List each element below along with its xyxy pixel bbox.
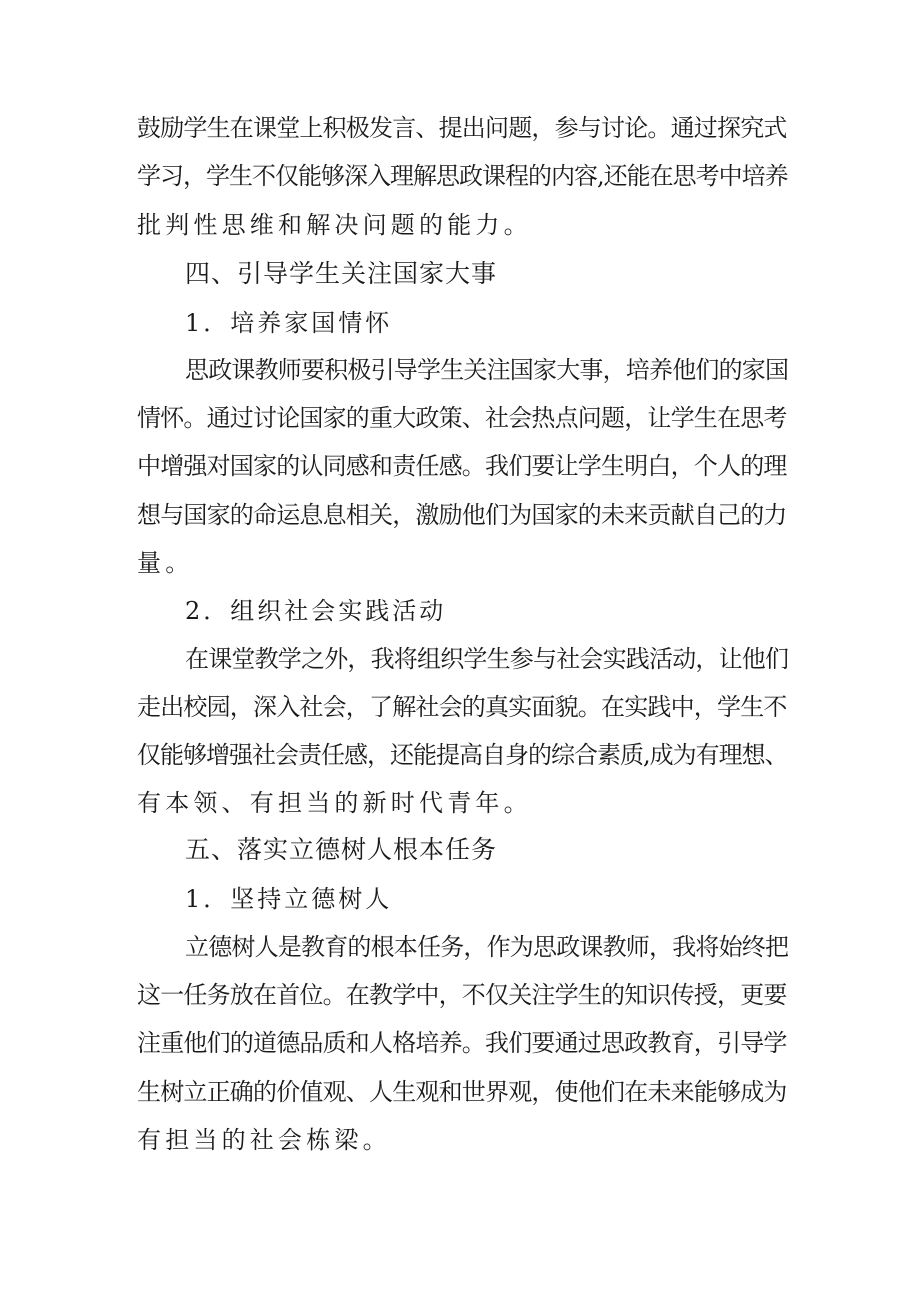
section-heading: 五、落实立德树人根本任务: [185, 835, 498, 864]
paragraph-line: 鼓励学生在课堂上积极发言、提出问题，参与讨论。通过探究式: [137, 114, 787, 142]
paragraph-line: 思政课教师要积极引导学生关注国家大事，培养他们的家国: [185, 356, 789, 384]
paragraph-line: 有本领、有担当的新时代青年。: [137, 789, 532, 817]
section-heading: 四、引导学生关注国家大事: [185, 259, 498, 288]
paragraph-line: 中增强对国家的认同感和责任感。我们要让学生明白，个人的理: [137, 452, 787, 480]
subsection-title: 2．组织社会实践活动: [185, 597, 447, 625]
paragraph-line: 批判性思维和解决问题的能力。: [137, 211, 532, 239]
paragraph-line: 想与国家的命运息息相关，激励他们为国家的未来贡献自己的力: [137, 501, 787, 529]
paragraph-line: 情怀。通过讨论国家的重大政策、社会热点问题，让学生在思考: [137, 404, 787, 432]
paragraph-line: 有担当的社会栋梁。: [137, 1126, 391, 1154]
paragraph-line: 仅能够增强社会责任感，还能提高自身的综合素质,成为有理想、: [137, 741, 788, 769]
paragraph-line: 在课堂教学之外，我将组织学生参与社会实践活动，让他们: [185, 645, 789, 673]
paragraph-line: 量。: [137, 549, 194, 577]
paragraph-line: 学习，学生不仅能够深入理解思政课程的内容,还能在思考中培养: [137, 162, 788, 190]
paragraph-line: 立德树人是教育的根本任务，作为思政课教师，我将始终把: [185, 933, 789, 961]
paragraph-line: 这一任务放在首位。在教学中，不仅关注学生的知识传授，更要: [137, 981, 787, 1009]
paragraph-line: 注重他们的道德品质和人格培养。我们要通过思政教育，引导学: [137, 1029, 787, 1057]
subsection-title: 1．坚持立德树人: [185, 885, 393, 913]
paragraph-line: 走出校园，深入社会，了解社会的真实面貌。在实践中，学生不: [137, 693, 787, 721]
subsection-title: 1．培养家国情怀: [185, 309, 393, 337]
paragraph-line: 生树立正确的价值观、人生观和世界观，使他们在未来能够成为: [137, 1078, 787, 1106]
